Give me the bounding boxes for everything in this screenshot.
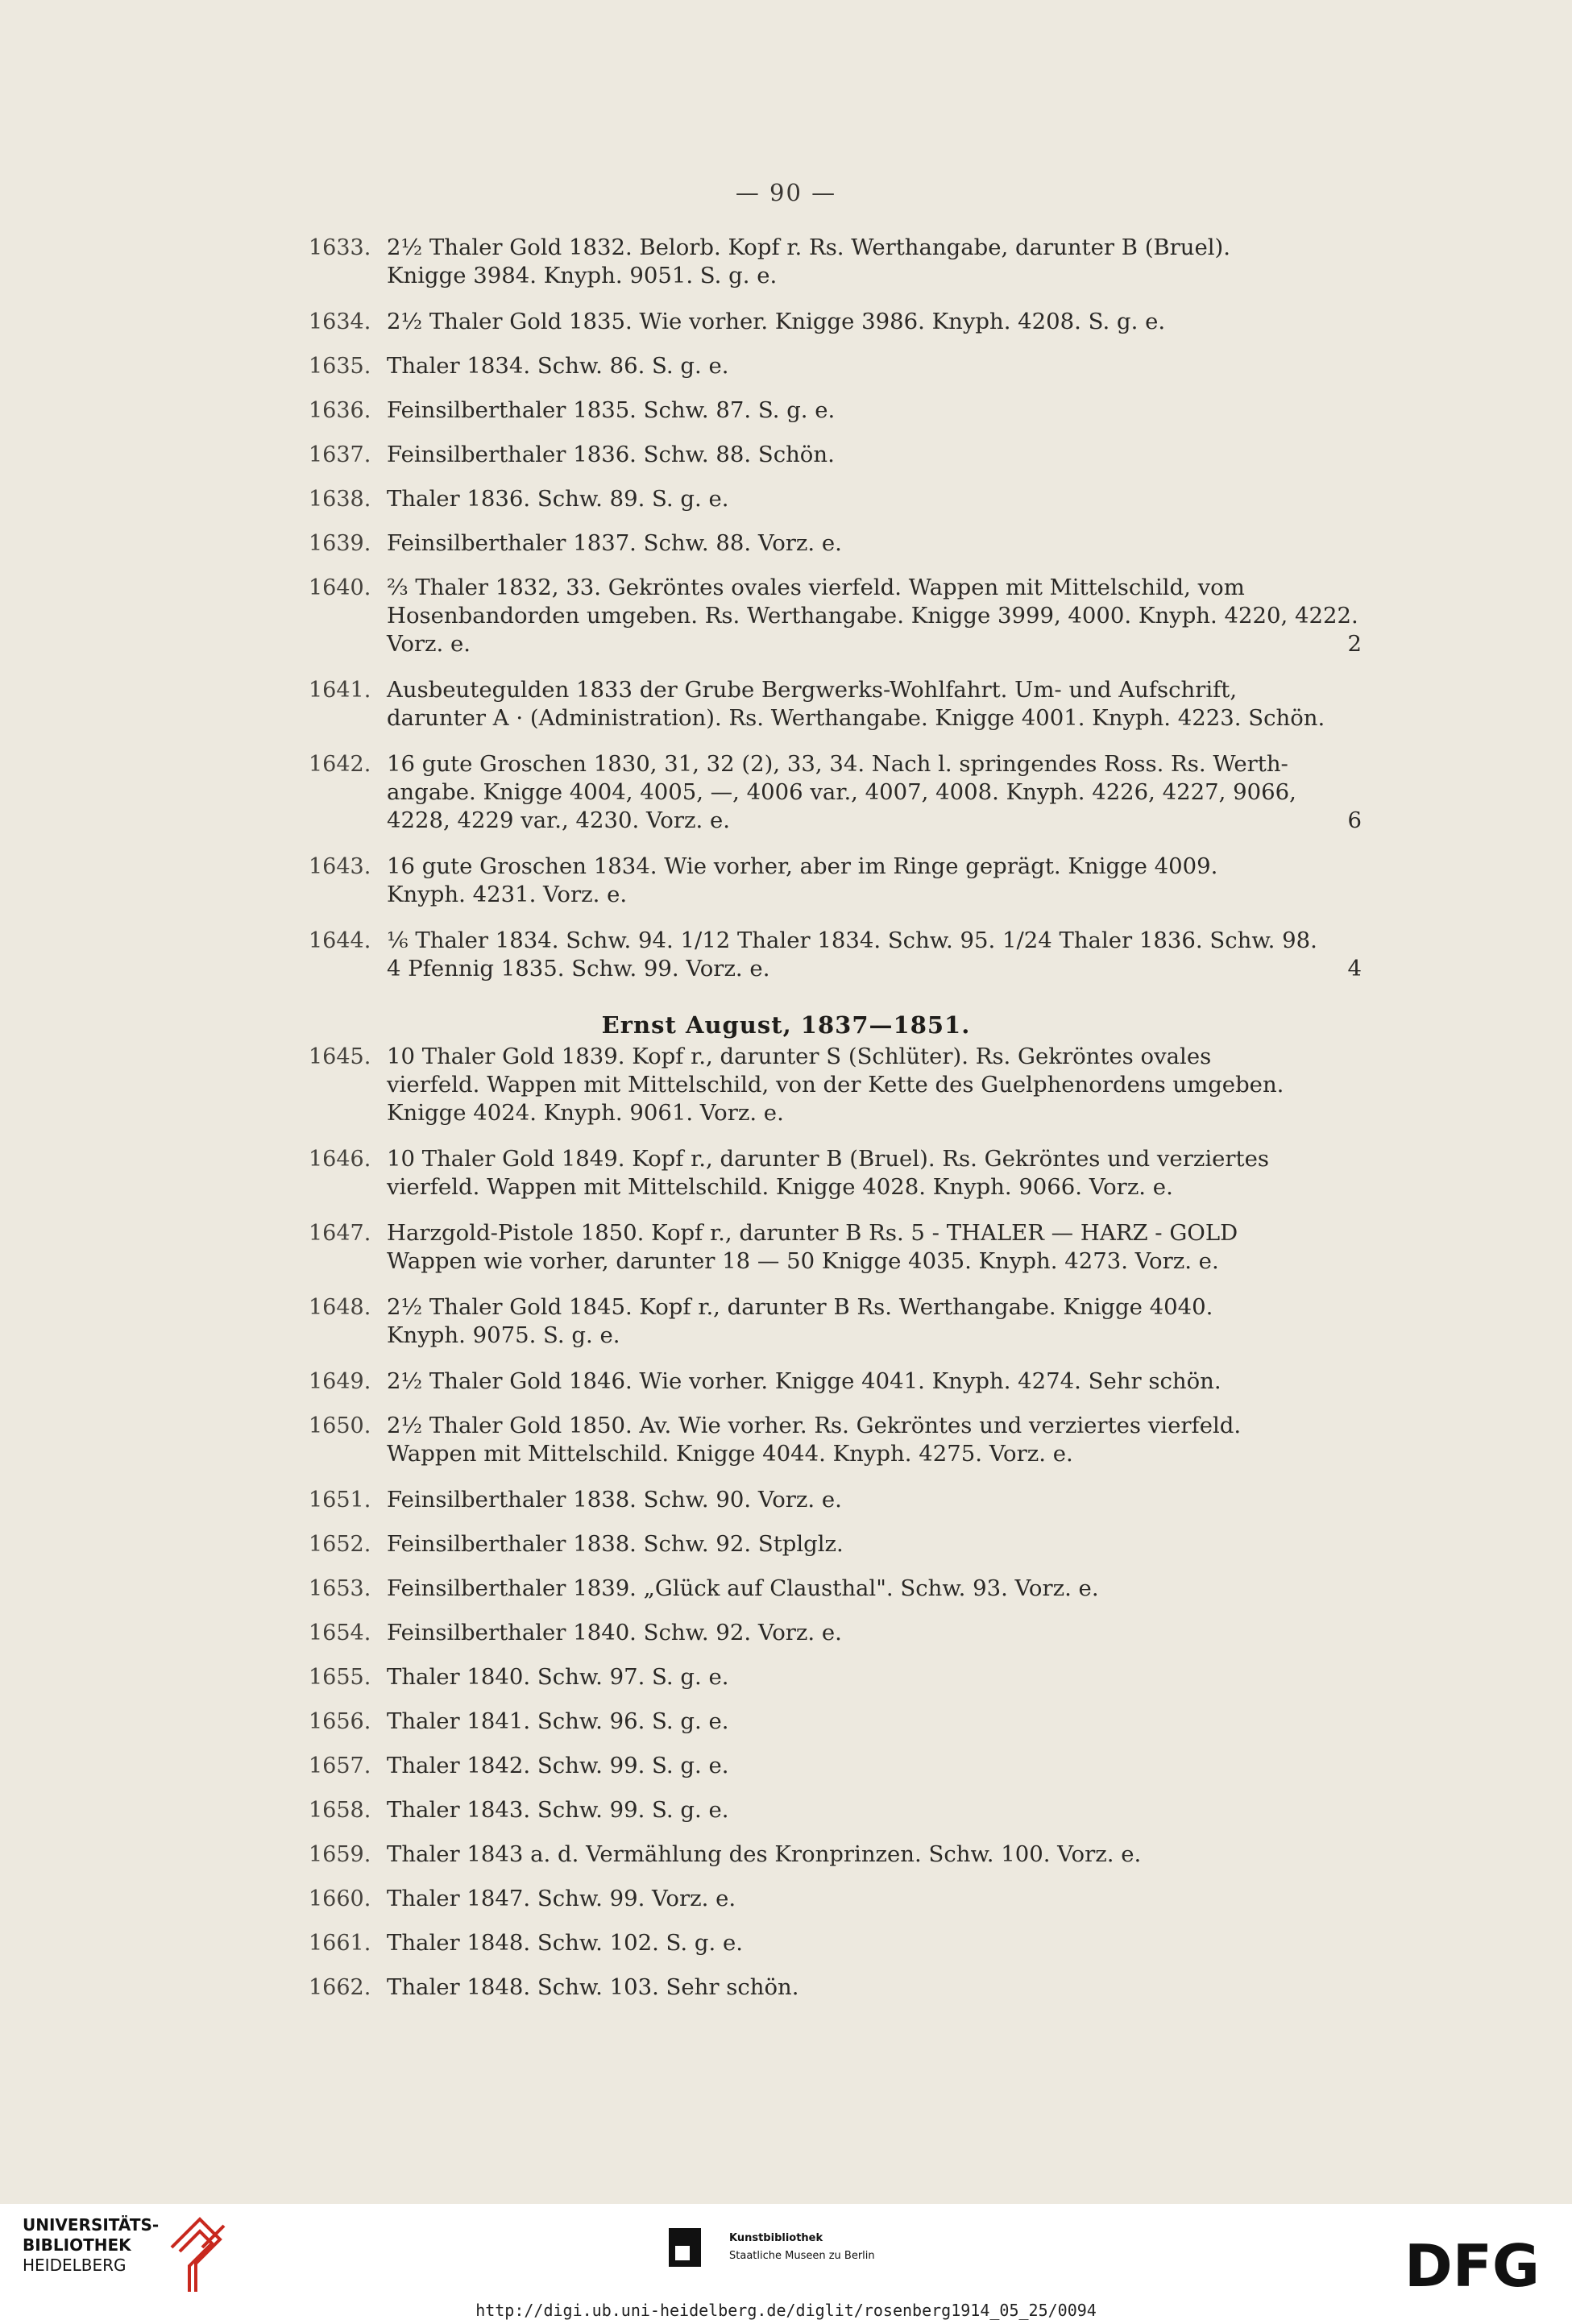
entry-line-text: Ausbeutegulden 1833 der Grube Bergwerks-Wohlfahrt. Um- und Aufschrift,: [387, 677, 1238, 703]
dfg-logo[interactable]: [1394, 2236, 1551, 2293]
entry-line-text: Feinsilberthaler 1836. Schw. 88. Schön.: [387, 442, 835, 467]
entry-line: [387, 1173, 1362, 1201]
entry-description: [387, 1752, 1362, 1780]
entry-description: [387, 1530, 1362, 1558]
entry-description: [387, 1841, 1362, 1869]
entry-description: [387, 676, 1362, 732]
page-number: — 90 —: [735, 179, 837, 206]
entry-description: [387, 529, 1362, 558]
entry-line-text: 16 gute Groschen 1830, 31, 32 (2), 33, 34. Nach l. springendes Ross. Rs. Werth-: [387, 751, 1288, 777]
entry-description: [387, 1663, 1362, 1691]
entry-number: 1638.: [309, 487, 371, 512]
entry-number: 1661.: [309, 1931, 371, 1956]
entry-number: 1645.: [309, 1044, 371, 1069]
entry-line: [387, 676, 1362, 704]
entry-line-text: Feinsilberthaler 1838. Schw. 90. Vorz. e.: [387, 1487, 842, 1513]
entry-line-text: vierfeld. Wappen mit Mittelschild, von der Kette des Guelphenordens umgeben.: [387, 1072, 1284, 1098]
entry-line: [387, 630, 1362, 658]
kb-line-2: Staatliche Museen zu Berlin: [729, 2250, 875, 2262]
entry-line: [387, 1219, 1362, 1247]
entry-line-text: Feinsilberthaler 1840. Schw. 92. Vorz. e.: [387, 1620, 842, 1645]
entry-line: [387, 1752, 1362, 1780]
entry-number: 1635.: [309, 354, 371, 379]
entry-description: [387, 441, 1362, 469]
kunstbibliothek-icon: [669, 2228, 701, 2267]
entry-description: [387, 1796, 1362, 1824]
entry-line: [387, 881, 1362, 909]
entry-line-text: Thaler 1843. Schw. 99. S. g. e.: [387, 1797, 729, 1823]
entry-description: [387, 1885, 1362, 1913]
entry-line: [387, 704, 1362, 732]
entry-line-text: 2½ Thaler Gold 1832. Belorb. Kopf r. Rs. Werthangabe, darunter B (Bruel).: [387, 234, 1231, 260]
entry-description: [387, 1619, 1362, 1647]
entry-line: [387, 234, 1362, 262]
entry-line-text: Vorz. e.: [387, 631, 471, 657]
entry-line-text: Thaler 1840. Schw. 97. S. g. e.: [387, 1664, 729, 1690]
estimate-value: 2: [1347, 631, 1362, 657]
entry-line: [387, 1247, 1362, 1276]
entry-description: [387, 1486, 1362, 1514]
entry-description: [387, 1293, 1362, 1350]
entry-line-text: Hosenbandorden umgeben. Rs. Werthangabe. Knigge 3999, 4000. Knyph. 4220, 4222.: [387, 603, 1358, 629]
entry-number: 1659.: [309, 1842, 371, 1867]
entry-description: [387, 1973, 1362, 2002]
entry-line-text: ⅙ Thaler 1834. Schw. 94. 1/12 Thaler 1834. Schw. 95. 1/24 Thaler 1836. Schw. 98.: [387, 928, 1317, 953]
entry-description: [387, 1929, 1362, 1957]
entry-number: 1655.: [309, 1665, 371, 1690]
entry-line: [387, 1929, 1362, 1957]
entry-description: [387, 853, 1362, 909]
entry-line: [387, 308, 1362, 336]
entry-line: [387, 1619, 1362, 1647]
entry-line-text: Knigge 3984. Knyph. 9051. S. g. e.: [387, 263, 778, 288]
entry-description: [387, 1575, 1362, 1603]
entry-description: [387, 927, 1362, 983]
entry-number: 1657.: [309, 1753, 371, 1778]
entry-line: [387, 529, 1362, 558]
entry-description: [387, 1412, 1362, 1468]
entry-line-text: Thaler 1834. Schw. 86. S. g. e.: [387, 353, 729, 379]
entry-line: [387, 1293, 1362, 1322]
entry-line-text: 16 gute Groschen 1834. Wie vorher, aber im Ringe geprägt. Knigge 4009.: [387, 853, 1218, 879]
entry-line-text: 2½ Thaler Gold 1835. Wie vorher. Knigge 3986. Knyph. 4208. S. g. e.: [387, 309, 1166, 334]
entry-line: [387, 1043, 1362, 1071]
entry-line-text: Feinsilberthaler 1835. Schw. 87. S. g. e.: [387, 397, 836, 423]
entry-line-text: 2½ Thaler Gold 1846. Wie vorher. Knigge 4041. Knyph. 4274. Sehr schön.: [387, 1368, 1222, 1394]
entry-line: [387, 1796, 1362, 1824]
entry-line: [387, 1099, 1362, 1127]
entry-number: 1641.: [309, 678, 371, 703]
entry-number: 1652.: [309, 1532, 371, 1557]
entry-line: [387, 1071, 1362, 1099]
entry-line-text: angabe. Knigge 4004, 4005, —, 4006 var., 4007, 4008. Knyph. 4226, 4227, 9066,: [387, 779, 1296, 805]
entry-description: [387, 485, 1362, 513]
entry-number: 1646.: [309, 1147, 371, 1172]
entry-line: [387, 1530, 1362, 1558]
entry-number: 1644.: [309, 928, 371, 953]
entry-number: 1642.: [309, 752, 371, 777]
dfg-text: DFG: [1404, 2236, 1541, 2293]
section-heading: Ernst August, 1837—1851.: [601, 1011, 971, 1039]
entry-description: [387, 1043, 1362, 1127]
kb-line-1: Kunstbibliothek: [729, 2232, 823, 2244]
ub-line-1: UNIVERSITÄTS-: [23, 2215, 160, 2235]
entry-line-text: Thaler 1847. Schw. 99. Vorz. e.: [387, 1886, 736, 1911]
entry-line: [387, 1885, 1362, 1913]
entry-number: 1662.: [309, 1975, 371, 2000]
entry-line: [387, 1841, 1362, 1869]
source-url[interactable]: http://digi.ub.uni-heidelberg.de/diglit/rosenberg1914_05_25/0094: [475, 2301, 1097, 2320]
entry-line-text: 10 Thaler Gold 1839. Kopf r., darunter S (Schlüter). Rs. Gekröntes ovales: [387, 1044, 1212, 1069]
entry-line-text: 4228, 4229 var., 4230. Vorz. e.: [387, 807, 730, 833]
entry-line-text: Wappen wie vorher, darunter 18 — 50 Knigge 4035. Knyph. 4273. Vorz. e.: [387, 1248, 1219, 1274]
entry-description: [387, 308, 1362, 336]
entry-number: 1643.: [309, 854, 371, 879]
entry-line-text: Wappen mit Mittelschild. Knigge 4044. Knyph. 4275. Vorz. e.: [387, 1441, 1073, 1467]
entry-line: [387, 778, 1362, 807]
entry-line: [387, 1367, 1362, 1396]
estimate-value: 6: [1347, 807, 1362, 833]
estimate-value: 4: [1347, 956, 1362, 981]
entry-line: [387, 1575, 1362, 1603]
entry-description: [387, 352, 1362, 380]
ub-emblem-icon: [164, 2215, 228, 2296]
entry-line-text: ⅔ Thaler 1832, 33. Gekröntes ovales vierfeld. Wappen mit Mittelschild, vom: [387, 575, 1245, 600]
entry-number: 1633.: [309, 235, 371, 260]
entry-line: [387, 853, 1362, 881]
entry-number: 1634.: [309, 309, 371, 334]
entry-line-text: Harzgold-Pistole 1850. Kopf r., darunter B Rs. 5 - THALER — HARZ - GOLD: [387, 1220, 1238, 1246]
entry-line: [387, 807, 1362, 835]
entry-line-text: darunter A · (Administration). Rs. Werthangabe. Knigge 4001. Knyph. 4223. Schön.: [387, 705, 1325, 731]
entry-number: 1639.: [309, 531, 371, 556]
entry-line-text: Knyph. 4231. Vorz. e.: [387, 882, 628, 907]
entry-line-text: Knigge 4024. Knyph. 9061. Vorz. e.: [387, 1100, 784, 1126]
entry-number: 1650.: [309, 1413, 371, 1438]
entry-number: 1656.: [309, 1709, 371, 1734]
entry-line: [387, 396, 1362, 425]
entry-line-text: Thaler 1843 a. d. Vermählung des Kronprinzen. Schw. 100. Vorz. e.: [387, 1841, 1142, 1867]
ub-line-3: HEIDELBERG: [23, 2256, 127, 2275]
entry-line: [387, 352, 1362, 380]
entry-line: [387, 750, 1362, 778]
entry-line-text: Thaler 1836. Schw. 89. S. g. e.: [387, 486, 729, 512]
entry-line: [387, 262, 1362, 290]
entry-number: 1648.: [309, 1295, 371, 1320]
entry-line-text: 2½ Thaler Gold 1850. Av. Wie vorher. Rs. Gekröntes und verziertes vierfeld.: [387, 1413, 1242, 1438]
entry-description: [387, 1708, 1362, 1736]
entry-line: [387, 1322, 1362, 1350]
entry-line-text: 2½ Thaler Gold 1845. Kopf r., darunter B Rs. Werthangabe. Knigge 4040.: [387, 1294, 1213, 1320]
entry-number: 1658.: [309, 1798, 371, 1823]
entry-description: [387, 1219, 1362, 1276]
entry-line: [387, 927, 1362, 955]
entry-line: [387, 1973, 1362, 2002]
entry-line: [387, 955, 1362, 983]
entry-line-text: Thaler 1841. Schw. 96. S. g. e.: [387, 1708, 729, 1734]
entry-description: [387, 574, 1362, 658]
entry-description: [387, 234, 1362, 290]
entry-line-text: vierfeld. Wappen mit Mittelschild. Knigge 4028. Knyph. 9066. Vorz. e.: [387, 1174, 1173, 1200]
entry-line: [387, 1412, 1362, 1440]
entry-line-text: Feinsilberthaler 1839. „Glück auf Clausthal". Schw. 93. Vorz. e.: [387, 1575, 1099, 1601]
entry-line-text: 4 Pfennig 1835. Schw. 99. Vorz. e.: [387, 956, 770, 981]
entry-line-text: Feinsilberthaler 1838. Schw. 92. Stplglz.: [387, 1531, 844, 1557]
entry-number: 1640.: [309, 575, 371, 600]
entry-line-text: Thaler 1848. Schw. 102. S. g. e.: [387, 1930, 744, 1956]
entry-number: 1653.: [309, 1576, 371, 1601]
footer-bar: [0, 2204, 1572, 2324]
entry-number: 1660.: [309, 1886, 371, 1911]
entry-line-text: Knyph. 9075. S. g. e.: [387, 1322, 620, 1348]
entry-description: [387, 750, 1362, 835]
entry-line: [387, 485, 1362, 513]
entry-line-text: Feinsilberthaler 1837. Schw. 88. Vorz. e.: [387, 530, 842, 556]
entry-line: [387, 441, 1362, 469]
ub-heidelberg-logo[interactable]: [23, 2215, 232, 2304]
entry-line-text: 10 Thaler Gold 1849. Kopf r., darunter B (Bruel). Rs. Gekröntes und verziertes: [387, 1146, 1269, 1172]
entry-line: [387, 1145, 1362, 1173]
entry-description: [387, 396, 1362, 425]
entry-line: [387, 1663, 1362, 1691]
entry-number: 1654.: [309, 1621, 371, 1645]
entry-number: 1647.: [309, 1221, 371, 1246]
entry-number: 1637.: [309, 442, 371, 467]
entry-number: 1636.: [309, 398, 371, 423]
entry-description: [387, 1145, 1362, 1201]
entry-line: [387, 602, 1362, 630]
entry-number: 1649.: [309, 1369, 371, 1394]
entry-line: [387, 1440, 1362, 1468]
kunstbibliothek-logo[interactable]: [729, 2230, 875, 2265]
entry-line-text: Thaler 1842. Schw. 99. S. g. e.: [387, 1753, 729, 1778]
entry-description: [387, 1367, 1362, 1396]
entry-number: 1651.: [309, 1488, 371, 1513]
ub-line-2: BIBLIOTHEK: [23, 2235, 131, 2255]
entry-line: [387, 574, 1362, 602]
entry-line: [387, 1708, 1362, 1736]
entry-line-text: Thaler 1848. Schw. 103. Sehr schön.: [387, 1974, 799, 2000]
entry-line: [387, 1486, 1362, 1514]
